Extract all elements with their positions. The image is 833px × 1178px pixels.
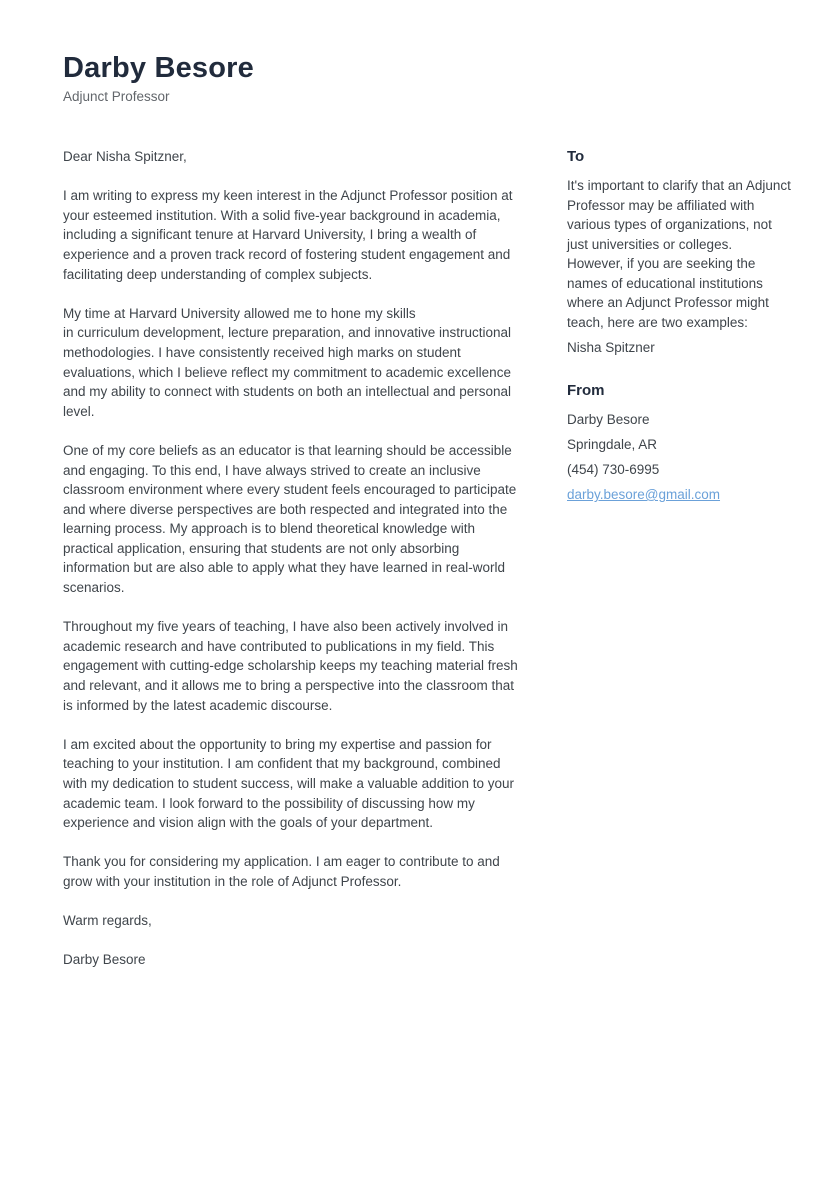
recipient-name: Nisha Spitzner [567, 340, 655, 355]
signature-name: Darby Besore [63, 952, 146, 968]
from-section [567, 382, 792, 504]
sender-name: Darby Besore [567, 412, 650, 427]
from-heading: From [567, 382, 605, 399]
letter-paragraph: One of my core beliefs as an educator is that learning should be accessible and engaging. To this end, I have always strived to create an inclusive classroom environment where every student feels encouraged to participate and where diverse perspectives are both respected and integrated into the learning process. My approach is to blend theoretical knowledge with practical application, ensuring that students are not only absorbing information but are also able to apply what they have learned in real-world scenarios. [63, 442, 517, 596]
to-note: It's important to clarify that an Adjunct Professor may be affiliated with various types of organizations, not just universities or colleges. However, if you are seeking the names of educational institutions where an Adjunct Professor might teach, here are two examples: [567, 178, 791, 330]
letter-paragraph: Thank you for considering my application. I am eager to contribute to and grow with your institution in the role of Adjunct Professor. [63, 854, 500, 889]
closing: Warm regards, [63, 913, 152, 929]
email-link[interactable]: darby.besore@gmail.com [567, 487, 721, 502]
contact-sidebar [567, 148, 792, 510]
applicant-name: Darby Besore [63, 52, 254, 84]
letter-body [63, 147, 520, 970]
letter-paragraph: I am writing to express my keen interest in the Adjunct Professor position at your esteemed institution. With a solid five-year background in academia, including a significant tenure at Harvard University, I bring a wealth of experience and a proven track record of fostering student engagement and facilitating deep understanding of complex subjects. [63, 188, 513, 282]
sender-location: Springdale, AR [567, 437, 658, 452]
applicant-title: Adjunct Professor [63, 89, 170, 104]
document-header [63, 51, 523, 105]
letter-paragraph: I am excited about the opportunity to bring my expertise and passion for teaching to your institution. I am confident that my background, combined with my dedication to student success, will make a valuable addition to your academic team. I look forward to the possibility of discussing how my experience and vision align with the goals of your department. [63, 736, 514, 831]
sender-phone: (454) 730-6995 [567, 462, 660, 477]
salutation: Dear Nisha Spitzner, [63, 149, 187, 164]
to-heading: To [567, 148, 585, 165]
letter-paragraph: Throughout my five years of teaching, I have also been actively involved in academic research and have contributed to publications in my field. This engagement with cutting-edge scholarship keeps my teaching material fresh and relevant, and it allows me to bring a perspective into the classroom that is informed by the latest academic discourse. [63, 619, 518, 713]
letter-paragraph: My time at Harvard University allowed me to hone my skills in curriculum development, lecture preparation, and innovative instructional methodologies. I have consistently received high marks on student evaluations, which I believe reflect my commitment to academic excellence and my ability to connect with students on both an intellectual and personal level. [63, 305, 512, 419]
to-section [567, 148, 792, 357]
